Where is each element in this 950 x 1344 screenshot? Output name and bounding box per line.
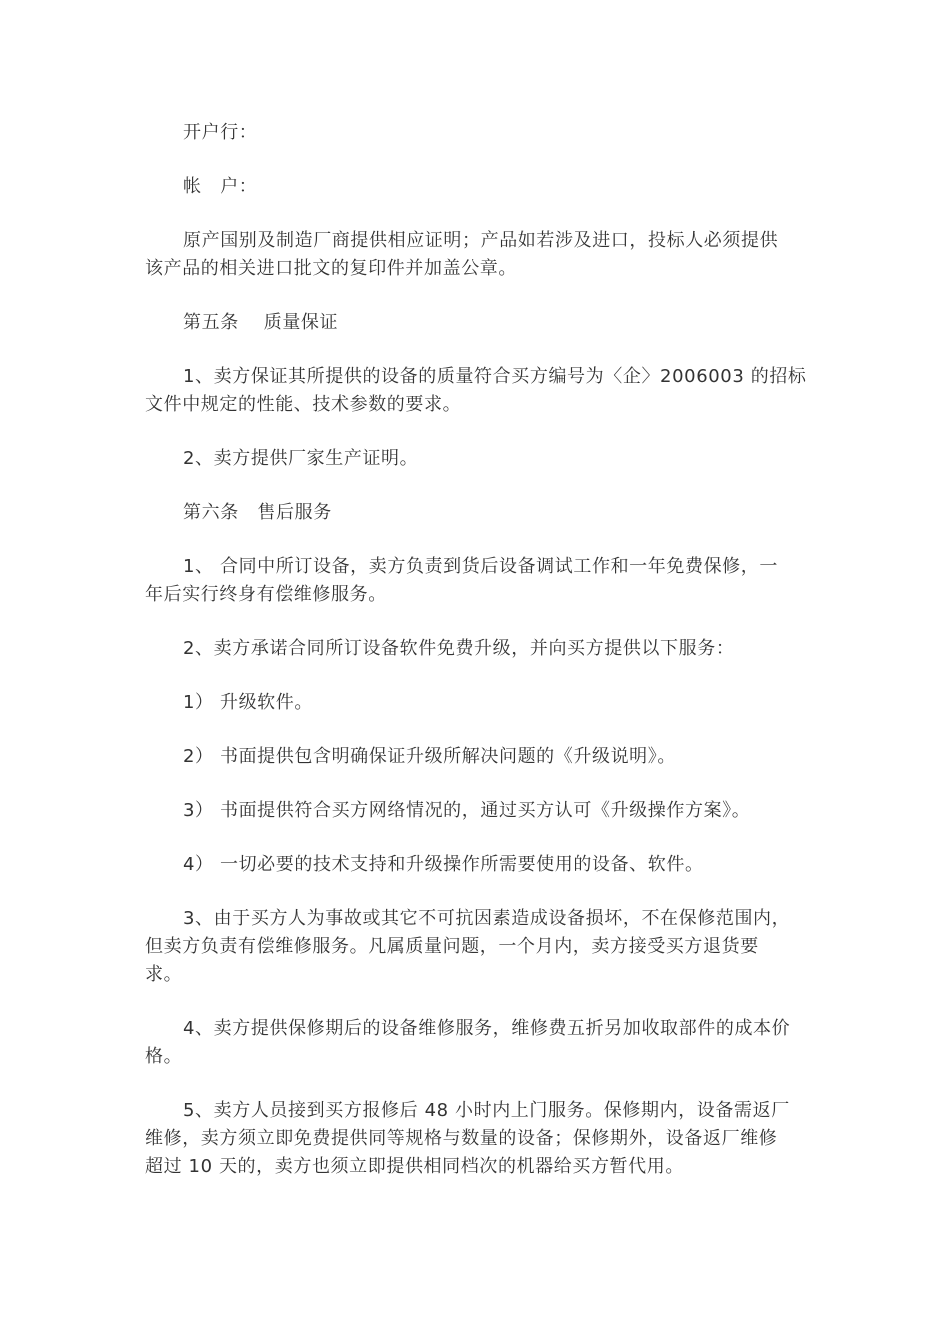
- paragraph: [145, 797, 810, 825]
- paragraph-line: 年后实行终身有偿维修服务。: [145, 584, 387, 605]
- paragraph: [145, 1097, 810, 1181]
- paragraph-line: 5、卖方人员接到买方报修后 48 小时内上门服务。保修期内，设备需返厂: [183, 1100, 790, 1121]
- paragraph-line: 开户行：: [183, 122, 258, 143]
- paragraph-line: 文件中规定的性能、技术参数的要求。: [145, 394, 462, 415]
- paragraph-line: 3） 书面提供符合买方网络情况的，通过买方认可《升级操作方案》。: [183, 800, 751, 821]
- paragraph-line: 1） 升级软件。: [183, 692, 313, 713]
- paragraph: [145, 499, 810, 527]
- paragraph: [145, 905, 810, 989]
- paragraph: [145, 553, 810, 609]
- paragraph: [145, 119, 810, 147]
- paragraph-line: 2、卖方承诺合同所订设备软件免费升级，并向买方提供以下服务：: [183, 638, 735, 659]
- paragraph: [145, 173, 810, 201]
- paragraph: [145, 309, 810, 337]
- document-page: [145, 119, 810, 1207]
- paragraph-line: 1、卖方保证其所提供的设备的质量符合买方编号为〈企〉2006003 的招标: [183, 366, 807, 387]
- paragraph-line: 超过 10 天的，卖方也须立即提供相同档次的机器给买方暂代用。: [145, 1156, 684, 1177]
- paragraph-line: 4、卖方提供保修期后的设备维修服务，维修费五折另加收取部件的成本价: [183, 1018, 791, 1039]
- paragraph-line: 求。: [145, 964, 183, 985]
- paragraph-line: 第六条 售后服务: [183, 502, 332, 523]
- paragraph-line: 维修，卖方须立即免费提供同等规格与数量的设备；保修期外，设备返厂维修: [145, 1128, 778, 1149]
- paragraph-line: 该产品的相关进口批文的复印件并加盖公章。: [145, 258, 517, 279]
- paragraph: [145, 363, 810, 419]
- paragraph-line: 第五条 质量保证: [183, 312, 339, 333]
- paragraph-line: 2） 书面提供包含明确保证升级所解决问题的《升级说明》。: [183, 746, 676, 767]
- paragraph-line: 2、卖方提供厂家生产证明。: [183, 448, 419, 469]
- paragraph: [145, 445, 810, 473]
- paragraph-line: 4） 一切必要的技术支持和升级操作所需要使用的设备、软件。: [183, 854, 704, 875]
- paragraph-line: 格。: [145, 1046, 183, 1067]
- paragraph: [145, 689, 810, 717]
- paragraph: [145, 743, 810, 771]
- paragraph-line: 帐 户：: [183, 176, 258, 197]
- paragraph-line: 3、由于买方人为事故或其它不可抗因素造成设备损坏，不在保修范围内，: [183, 908, 791, 929]
- paragraph-line: 1、 合同中所订设备，卖方负责到货后设备调试工作和一年免费保修，一: [183, 556, 778, 577]
- paragraph-line: 原产国别及制造厂商提供相应证明；产品如若涉及进口，投标人必须提供: [183, 230, 779, 251]
- paragraph: [145, 1015, 810, 1071]
- paragraph: [145, 227, 810, 283]
- paragraph: [145, 851, 810, 879]
- paragraph-line: 但卖方负责有偿维修服务。凡属质量问题，一个月内，卖方接受买方退货要: [145, 936, 759, 957]
- paragraph: [145, 635, 810, 663]
